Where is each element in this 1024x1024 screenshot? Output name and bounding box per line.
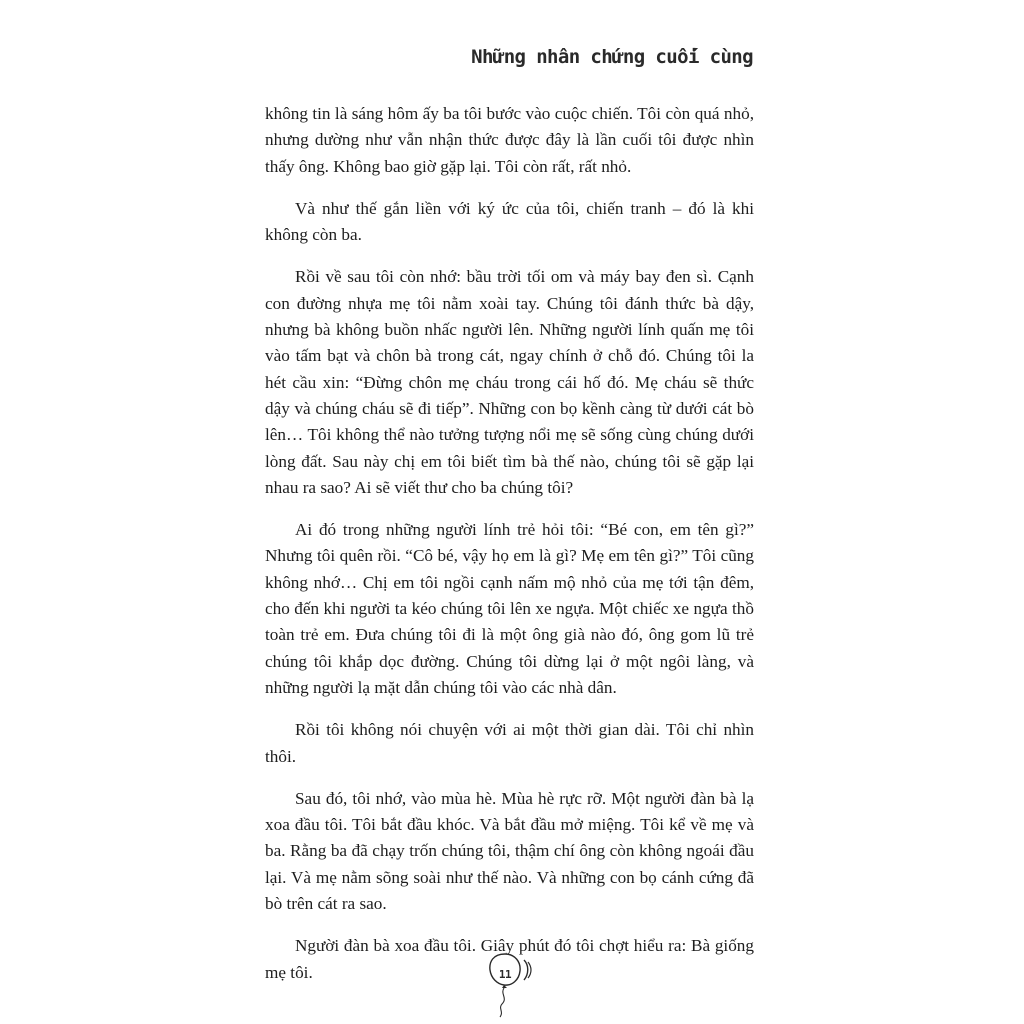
page-number: 11	[498, 968, 512, 981]
paragraph-3: Rồi về sau tôi còn nhớ: bầu trời tối om và máy bay đen sì. Cạnh con đường nhựa mẹ tôi nằm xoài tay. Chúng tôi đánh thức bà dậy, nhưng bà không buồn nhấc người lên. Những người lính quấn mẹ tôi vào tấm bạt và chôn bà trong cát, ngay chính ở chỗ đó. Chúng tôi la hét cầu xin: “Đừng chôn mẹ cháu trong cái hố đó. Mẹ cháu sẽ thức dậy và chúng cháu sẽ đi tiếp”. Những con bọ kềnh càng từ dưới cát bò lên… Tôi không thể nào tưởng tượng nổi mẹ sẽ sống cùng chúng dưới lòng đất. Sau này chị em tôi biết tìm bà thế nào, chúng tôi sẽ gặp lại nhau ra sao? Ai sẽ viết thư cho ba chúng tôi?	[265, 267, 754, 497]
paragraph-4: Ai đó trong những người lính trẻ hỏi tôi: “Bé con, em tên gì?” Nhưng tôi quên rồi. “Cô bé, vậy họ em là gì? Mẹ em tên gì?” Tôi cũng không nhớ… Chị em tôi ngồi cạnh nấm mộ nhỏ của mẹ tới tận đêm, cho đến khi người ta kéo chúng tôi lên xe ngựa. Một chiếc xe ngựa thồ toàn trẻ em. Đưa chúng tôi đi là một ông già nào đó, ông gom lũ trẻ chúng tôi khắp dọc đường. Chúng tôi dừng lại ở một ngôi làng, và những người lạ mặt dẫn chúng tôi vào các nhà dân.	[265, 520, 754, 697]
paragraph-5: Rồi tôi không nói chuyện với ai một thời gian dài. Tôi chỉ nhìn thôi.	[265, 720, 754, 766]
paragraph-1: không tin là sáng hôm ấy ba tôi bước vào cuộc chiến. Tôi còn quá nhỏ, nhưng dường như vẫn nhận thức được đây là lần cuối tôi được nhìn thấy ông. Không bao giờ gặp lại. Tôi còn rất, rất nhỏ.	[265, 104, 754, 176]
body-text	[265, 101, 754, 1002]
page-number-ornament	[480, 950, 550, 1020]
paragraph-6: Sau đó, tôi nhớ, vào mùa hè. Mùa hè rực rỡ. Một người đàn bà lạ xoa đầu tôi. Tôi bắt đầu khóc. Và bắt đầu mở miệng. Tôi kể về mẹ và ba. Rằng ba đã chạy trốn chúng tôi, thậm chí ông còn không ngoái đầu lại. Và mẹ nằm sõng soài như thế nào. Và những con bọ cánh cứng đã bò trên cát ra sao.	[265, 788, 754, 914]
paragraph-2: Và như thế gắn liền với ký ức của tôi, chiến tranh – đó là khi không còn ba.	[265, 198, 754, 245]
paragraph-7: Người đàn bà xoa đầu tôi. Giây phút đó tôi chợt hiểu ra: Bà giống mẹ tôi.	[265, 936, 754, 982]
running-header-title: Những nhân chứng cuối cùng	[471, 46, 753, 68]
balloon-icon	[480, 950, 550, 1020]
